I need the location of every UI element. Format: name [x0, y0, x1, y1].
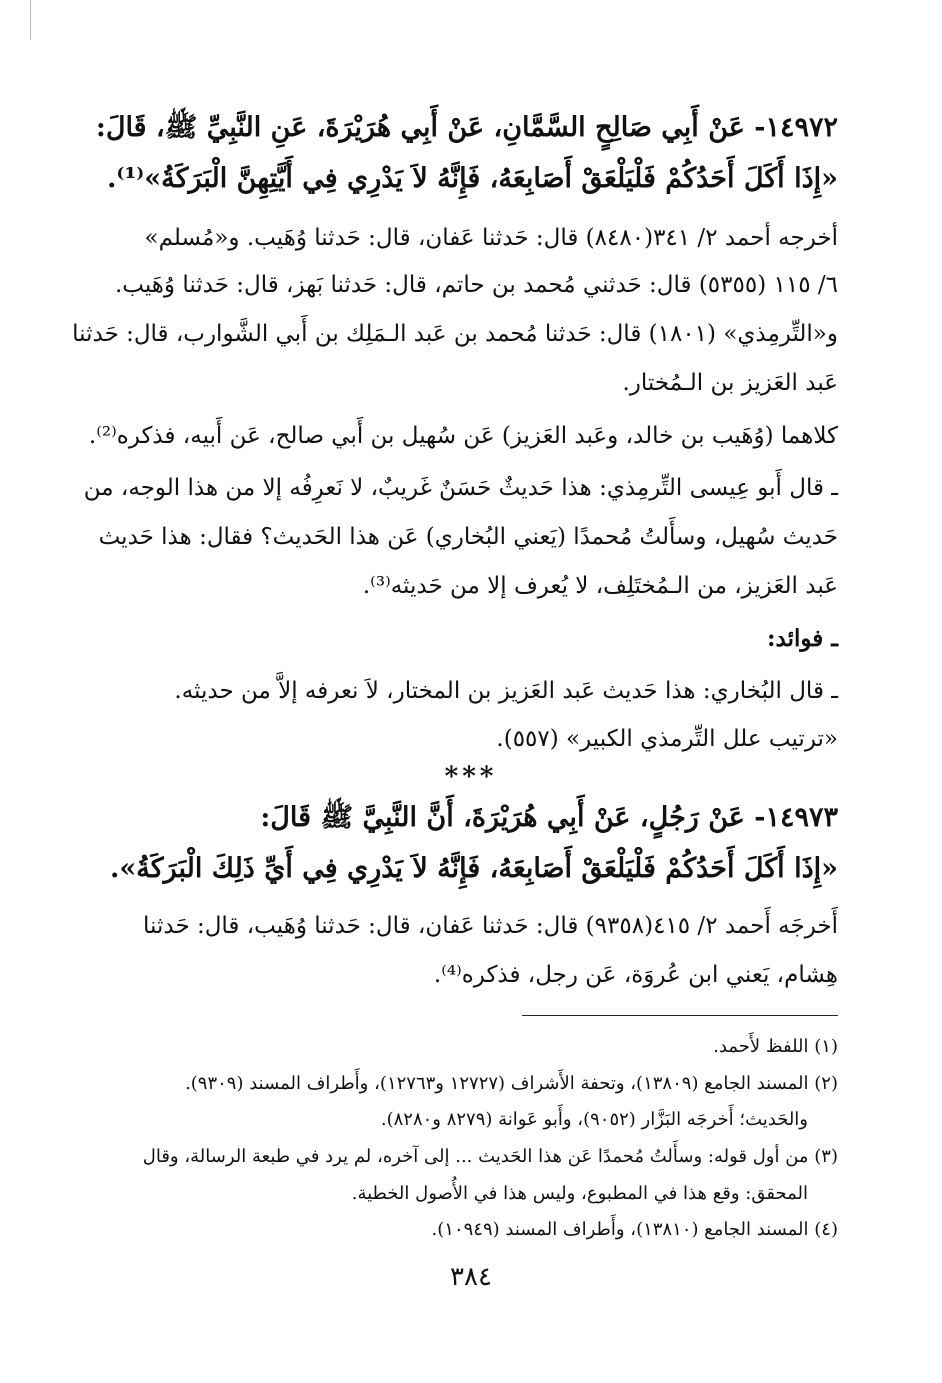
takhrij-14973-line-1: أَخرجَه أَحمد ٢/ ٤١٥(٩٣٥٨) قال: حَدثنا عَفان، قال: حَدثنا وُهَيب، قال: حَدثنا: [143, 913, 838, 939]
footnote-2-line-1: (٢) المسند الجامع (١٣٨٠٩)، وتحفة الأَشراف (١٢٧٢٧ و١٢٧٦٣)، وأَطراف المسند (٩٣٠٩).: [185, 1073, 838, 1094]
tirmidhi-note-line-2: حَديث سُهيل، وسأَلتُ مُحمدًا (يَعني البُخاري) عَن هذا الحَديث؟ فقال: هذا حَديث: [98, 524, 838, 550]
fawaid-line-2: «ترتيب علل التِّرمذي الكبير» (٥٥٧).: [496, 726, 838, 752]
tirmidhi-note-line-1: ـ قال أَبو عِيسى التِّرمِذي: هذا حَديثٌ حَسَنٌ غَريبٌ، لا نَعرِفُه إلا من هذا الوجه، من: [83, 475, 838, 501]
takhrij-14972-line-1: أخرجه أحمد ٢/ ٣٤١(٨٤٨٠) قال: حَدثنا عَفان، قال: حَدثنا وُهَيب. و«مُسلم»: [144, 225, 838, 251]
footnote-divider: [522, 1015, 838, 1016]
tirmidhi-note-line-3: عَبد العَزيز، من الـمُختَلِف، لا يُعرف إلا من حَديثه⁽³⁾.: [362, 573, 838, 599]
footnote-1: (١) اللفظ لأَحمد.: [713, 1036, 838, 1057]
takhrij-14972-line-4: عَبد العَزيز بن الـمُختار.: [622, 370, 838, 396]
hadith-14972-line-1: ١٤٩٧٢- عَنْ أَبِي صَالِحٍ السَّمَّانِ، عَنْ أَبِي هُرَيْرَةَ، عَنِ النَّبِيِّ ﷺ، قَالَ:: [95, 112, 838, 143]
footnote-4: (٤) المسند الجامع (١٣٨١٠)، وأَطراف المسند (١٠٩٤٩).: [431, 1219, 838, 1240]
fawaid-heading: ـ فوائد:: [767, 625, 838, 652]
footnote-2-line-2: والحَديث؛ أَخرجَه البَزَّار (٩٠٥٢)، وأَبو عَوانة (٨٢٧٩ و٨٢٨٠).: [380, 1109, 808, 1130]
takhrij-14972-line-2: ٦/ ١١٥ (٥٣٥٥) قال: حَدثني مُحمد بن حاتم، قال: حَدثنا بَهز، قال: حَدثنا وُهَيب.: [114, 272, 838, 298]
hadith-14973-line-1: ١٤٩٧٣- عَنْ رَجُلٍ، عَنْ أَبِي هُرَيْرَةَ، أَنَّ النَّبِيَّ ﷺ قَالَ:: [260, 802, 838, 833]
hadith-14973-line-2: «إِذَا أَكَلَ أَحَدُكُمْ فَلْيَلْعَقْ أَصَابِعَهُ، فَإِنَّهُ لاَ يَدْرِي فِي أَيِّ ذَلِكَ الْبَرَكَةُ».: [110, 853, 838, 884]
section-separator: ***: [444, 762, 498, 792]
takhrij-14972-line-3: و«التِّرمِذي» (١٨٠١) قال: حَدثنا مُحمد بن عَبد الـمَلِك بن أَبي الشَّوارب، قال: حَدثنا: [72, 321, 838, 347]
footnote-3-line-2: المحقق: وقع هذا في المطبوع، وليس هذا في الأُصول الخطية.: [351, 1183, 808, 1204]
footnote-3-line-1: (٣) من أول قوله: وسأَلتُ مُحمدًا عَن هذا الحَديث ... إلى آخره، لم يرد في طبعة الرسالة، وقال: [142, 1146, 838, 1167]
page-edge-mark: [30, 0, 31, 40]
takhrij-14973-line-2: هِشام، يَعني ابن عُروَة، عَن رجل، فذكره⁽⁴⁾.: [433, 962, 838, 988]
kilahuma-paragraph: كلاهما (وُهَيب بن خالد، وعَبد العَزيز) عَن سُهيل بن أَبي صالح، عَن أَبيه، فذكره⁽²⁾.: [88, 423, 838, 449]
fawaid-line-1: ـ قال البُخاري: هذا حَديث عَبد العَزيز بن المختار، لاَ نعرفه إلاَّ من حديثه.: [174, 678, 838, 704]
hadith-14972-line-2: «إِذَا أَكَلَ أَحَدُكُمْ فَلْيَلْعَقْ أَصَابِعَهُ، فَإِنَّهُ لاَ يَدْرِي فِي أَيَّتِهِنَّ الْبَرَكَةُ»⁽¹⁾.: [106, 163, 838, 194]
page-number: ٣٨٤: [450, 1262, 492, 1292]
